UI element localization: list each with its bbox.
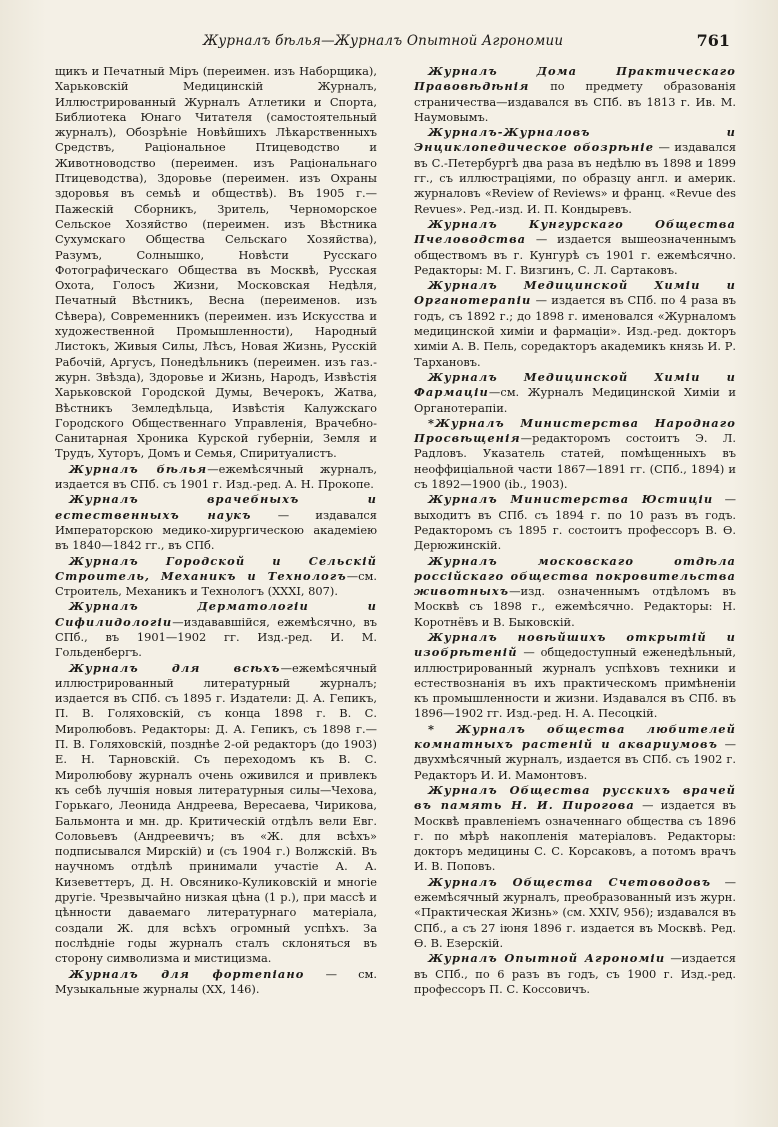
- entry-text: — издается въ Москвѣ правленіемъ означеннаго общества съ 1896 г. по мѣрѣ накопленія матеріаловъ. Редакторы: докторъ медицины С. С. Корсаковъ, а потомъ врачъ И. В. Поповъ.: [414, 798, 736, 874]
- entry-text: — ежемѣсячный журналъ, преобразованный изъ журн. «Практическая Жизнь» (см. XXIV, 956); издавался въ СПб., а съ 27 іюня 1896 г. издается въ Москвѣ. Ред. Ѳ. В. Езерскій.: [414, 874, 737, 950]
- entry-text: — выходитъ въ СПб. съ 1894 г. по 10 разъ въ годъ. Редакторомъ съ 1895 г. состоитъ профессоръ В. Ѳ. Дерюжинскій.: [414, 492, 736, 553]
- dictionary-entry: [414, 722, 736, 783]
- text-columns: [55, 64, 736, 997]
- entry-headword: Журналъ Дома Практическаго Правовѣдѣнія: [414, 64, 736, 94]
- left-column: [55, 64, 377, 997]
- entry-text: — общедоступный еженедѣльный, иллюстрированный журналъ успѣховъ техники и естествознанія въ ихъ практическомъ примѣненіи къ промышленности и жизни. Издавался въ СПб. въ 1896—1902 гг. Изд.-ред. Н. А. Песоцкій.: [414, 645, 736, 721]
- entry-headword: Журналъ Кунгурскаго Общества Пчеловодства: [414, 216, 736, 247]
- entry-text: — см. Музыкальные журналы (XX, 146).: [55, 966, 377, 996]
- entry-headword: Журналъ Министерства Юстиціи: [428, 492, 714, 507]
- entry-headword: Журналъ Опытной Агрономіи: [428, 951, 666, 966]
- entry-headword: Журналъ Общества русскихъ врачей въ память Н. И. Пирогова: [414, 782, 736, 813]
- entry-headword: Журналъ Медицинской Химіи и Фармаціи: [414, 369, 736, 400]
- dictionary-entry: [414, 370, 736, 416]
- entry-headword: Журналъ Медицинской Химіи и Органотерапіи: [414, 278, 736, 308]
- entry-text: — издается вышеозначеннымъ обществомъ въ г. Кунгурѣ съ 1901 г. ежемѣсячно. Редакторы: М. Г. Визгинъ, С. Л. Сартаковъ.: [414, 232, 736, 277]
- entry-headword: Журналъ московскаго отдѣла россійскаго общества покровительства животныхъ: [414, 553, 736, 599]
- dictionary-entry: [414, 217, 736, 278]
- entry-headword: *Журналъ Министерства Народнаго Просвѣщенія: [414, 415, 736, 446]
- entry-text: — двухмѣсячный журналъ, издается въ СПб. съ 1902 г. Редакторъ И. И. Мамонтовъ.: [414, 737, 737, 782]
- entry-text: по предмету образованія страничества—издавался въ СПб. въ 1813 г. Ив. М. Наумовымъ.: [414, 79, 736, 124]
- dictionary-entry: [55, 661, 377, 967]
- dictionary-entry: [414, 875, 736, 951]
- page-header: [55, 0, 736, 64]
- entry-text: — издавался въ С.-Петербургѣ два раза въ недѣлю въ 1898 и 1899 гг., съ иллюстраціями, по образцу англ. и америк. журналовъ «Review of Reviews» и франц. «Revue des Revues». Ред.-изд. И. П. Кондыревъ.: [414, 140, 737, 216]
- entry-headword: Журналъ врачебныхъ и естественныхъ наукъ: [55, 492, 377, 522]
- running-title: Журналъ бѣлья—Журналъ Опытной Агрономии: [203, 33, 564, 49]
- entry-text: — издается въ СПб. по 4 раза въ годъ, съ 1892 г.; до 1898 г. именовался «Журналомъ медицинской химіи и фармаціи». Изд.-ред. докторъ химіи А. В. Пель, соредакторъ академикъ князь И. Р. Тархановъ.: [414, 293, 736, 369]
- entry-headword: Журналъ для фортепіано: [69, 966, 305, 981]
- dictionary-entry: [55, 599, 377, 660]
- entry-headword: Журналъ бѣлья: [69, 461, 208, 476]
- dictionary-entry: [414, 630, 736, 722]
- entry-text: —ежемѣсячный иллюстрированный литературный журналъ; издается въ СПб. съ 1895 г. Издатели: Д. А. Гепикъ, П. В. Голяховскій, съ конца 1898 г. В. С. Миролюбовъ. Редакторы: Д. А. Гепикъ, съ 1898 г.—П. В. Голяховскій, позднѣе 2-ой редакторъ (до 1903) Е. Н. Тарновскій. Съ переходомъ къ В. С. Миролюбову журналъ очень оживился и привлекъ къ себѣ лучшія новыя литературныя силы—Чехова, Горькаго, Леонида Андреева, Вересаева, Чирикова, Бальмонта и мн. др. Критическій отдѣлъ вели Евг. Соловьевъ (Андреевичъ; въ «Ж. для всѣхъ» подписывался Мирскій) и (съ 1904 г.) Волжскій. Въ научномъ отдѣлѣ принимали участіе А. А. Кизеветтеръ, Д. Н. Овсянико-Куликовскій и многіе другіе. Чрезвычайно низкая цѣна (1 р.), при массѣ и цѣнности даваемаго литературнаго матеріала, создали Ж. для всѣхъ огромный успѣхъ. За послѣдніе годы журналъ сталъ склоняться въ сторону символизма и мистицизма.: [55, 660, 377, 966]
- entry-text: —изд. означеннымъ отдѣломъ въ Москвѣ съ 1898 г., ежемѣсячно. Редакторы: Н. Коротнёвъ и В. Быковскій.: [414, 584, 736, 629]
- entry-headword: Журналъ Дерматологіи и Сифилидологіи: [55, 599, 377, 629]
- entry-headword: Журналъ для всѣхъ: [69, 660, 281, 675]
- dictionary-entry: [414, 951, 736, 997]
- dictionary-entry: [414, 783, 736, 875]
- entry-text: щикъ и Печатный Міръ (переимен. изъ Наборщика), Харьковскій Медицинскій Журналъ, Иллюстрированный Журналъ Атлетики и Спорта, Библиотека Юнаго Читателя (самостоятельный журналъ), Обозрѣніе Новѣйшихъ Лѣкарственныхъ Средствъ, Раціональное Птицеводство и Животноводство (переимен. изъ Раціональнаго Птицеводства), Здоровье (переимен. изъ Охраны здоровья въ семьѣ и обществѣ). Въ 1905 г.—Пажескій Сборникъ, Зритель, Черноморское Сельское Хозяйство (переимен. изъ Вѣстника Сухумскаго Общества Сельскаго Хозяйства), Разумъ, Солнышко, Новѣсти Русскаго Фотографическаго Общества въ Москвѣ, Русская Охота, Голосъ Жизни, Московская Недѣля, Печатный Вѣстникъ, Весна (переименов. изъ Сѣвера), Современникъ (переимен. изъ Искусства и художественной Промышленности), Народный Листокъ, Живыя Силы, Лѣсъ, Новая Жизнь, Русскій Рабочій, Аргусъ, Понедѣльникъ (переимен. изъ газ.-журн. Звѣзда), Здоровье и Жизнь, Народъ, Извѣстія Харьковской Городской Думы, Вечерокъ, Жатва, Вѣстникъ Земледѣльца, Извѣстія Калужскаго Городского Общественнаго Управленія, Врачебно-Санитарная Хроника Курской губерніи, Земля и Трудъ, Хуторъ, Домъ и Семья, Спиритуалистъ.: [55, 64, 377, 461]
- right-column: [414, 64, 736, 997]
- dictionary-entry: [55, 967, 377, 998]
- dictionary-entry: [55, 64, 377, 462]
- dictionary-entry: [414, 492, 736, 553]
- dictionary-entry: [414, 416, 736, 492]
- dictionary-entry: [55, 492, 377, 553]
- entry-text: —редакторомъ состоитъ Э. Л. Радловъ. Указатель статей, помѣщенныхъ въ неоффиціальной части 1867—1891 гг. (СПб., 1894) и съ 1892—1900 (ib., 1903).: [414, 431, 736, 492]
- entry-text: —ежемѣсячный журналъ, издается въ СПб. съ 1901 г. Изд.-ред. А. Н. Прокопе.: [55, 461, 377, 492]
- entry-headword: Журналъ новѣйшихъ открытій и изобрѣтеній: [414, 629, 736, 660]
- dictionary-entry: [414, 125, 736, 217]
- entry-text: —издается въ СПб., по 6 разъ въ годъ, съ 1900 г. Изд.-ред. профессоръ П. С. Коссовичъ.: [414, 951, 736, 996]
- dictionary-entry: [414, 278, 736, 370]
- entry-text: —см. Журналъ Медицинской Химіи и Органотерапіи.: [414, 385, 736, 415]
- entry-headword: Журналъ-Журналовъ и Энциклопедическое обозрѣніе: [414, 125, 736, 155]
- entry-headword: * Журналъ общества любителей комнатныхъ растеній и аквариумовъ: [414, 721, 736, 752]
- dictionary-entry: [55, 554, 377, 600]
- dictionary-entry: [414, 554, 736, 630]
- entry-text: —см. Строитель, Механикъ и Технологъ (XXXI, 807).: [55, 568, 377, 599]
- entry-text: — издавался Императорскою медико-хирургическою академіею въ 1840—1842 гг., въ СПб.: [55, 507, 377, 553]
- entry-headword: Журналъ Общества Счетоводовъ: [428, 874, 712, 889]
- page-number: 761: [696, 31, 730, 50]
- entry-headword: Журналъ Городской и Сельскій Строитель, Механикъ и Технологъ: [55, 553, 377, 583]
- dictionary-entry: [55, 462, 377, 493]
- entry-text: —издававшійся, ежемѣсячно, въ СПб., въ 1901—1902 гг. Изд.-ред. И. М. Гольденбергъ.: [55, 614, 377, 660]
- dictionary-entry: [414, 64, 736, 125]
